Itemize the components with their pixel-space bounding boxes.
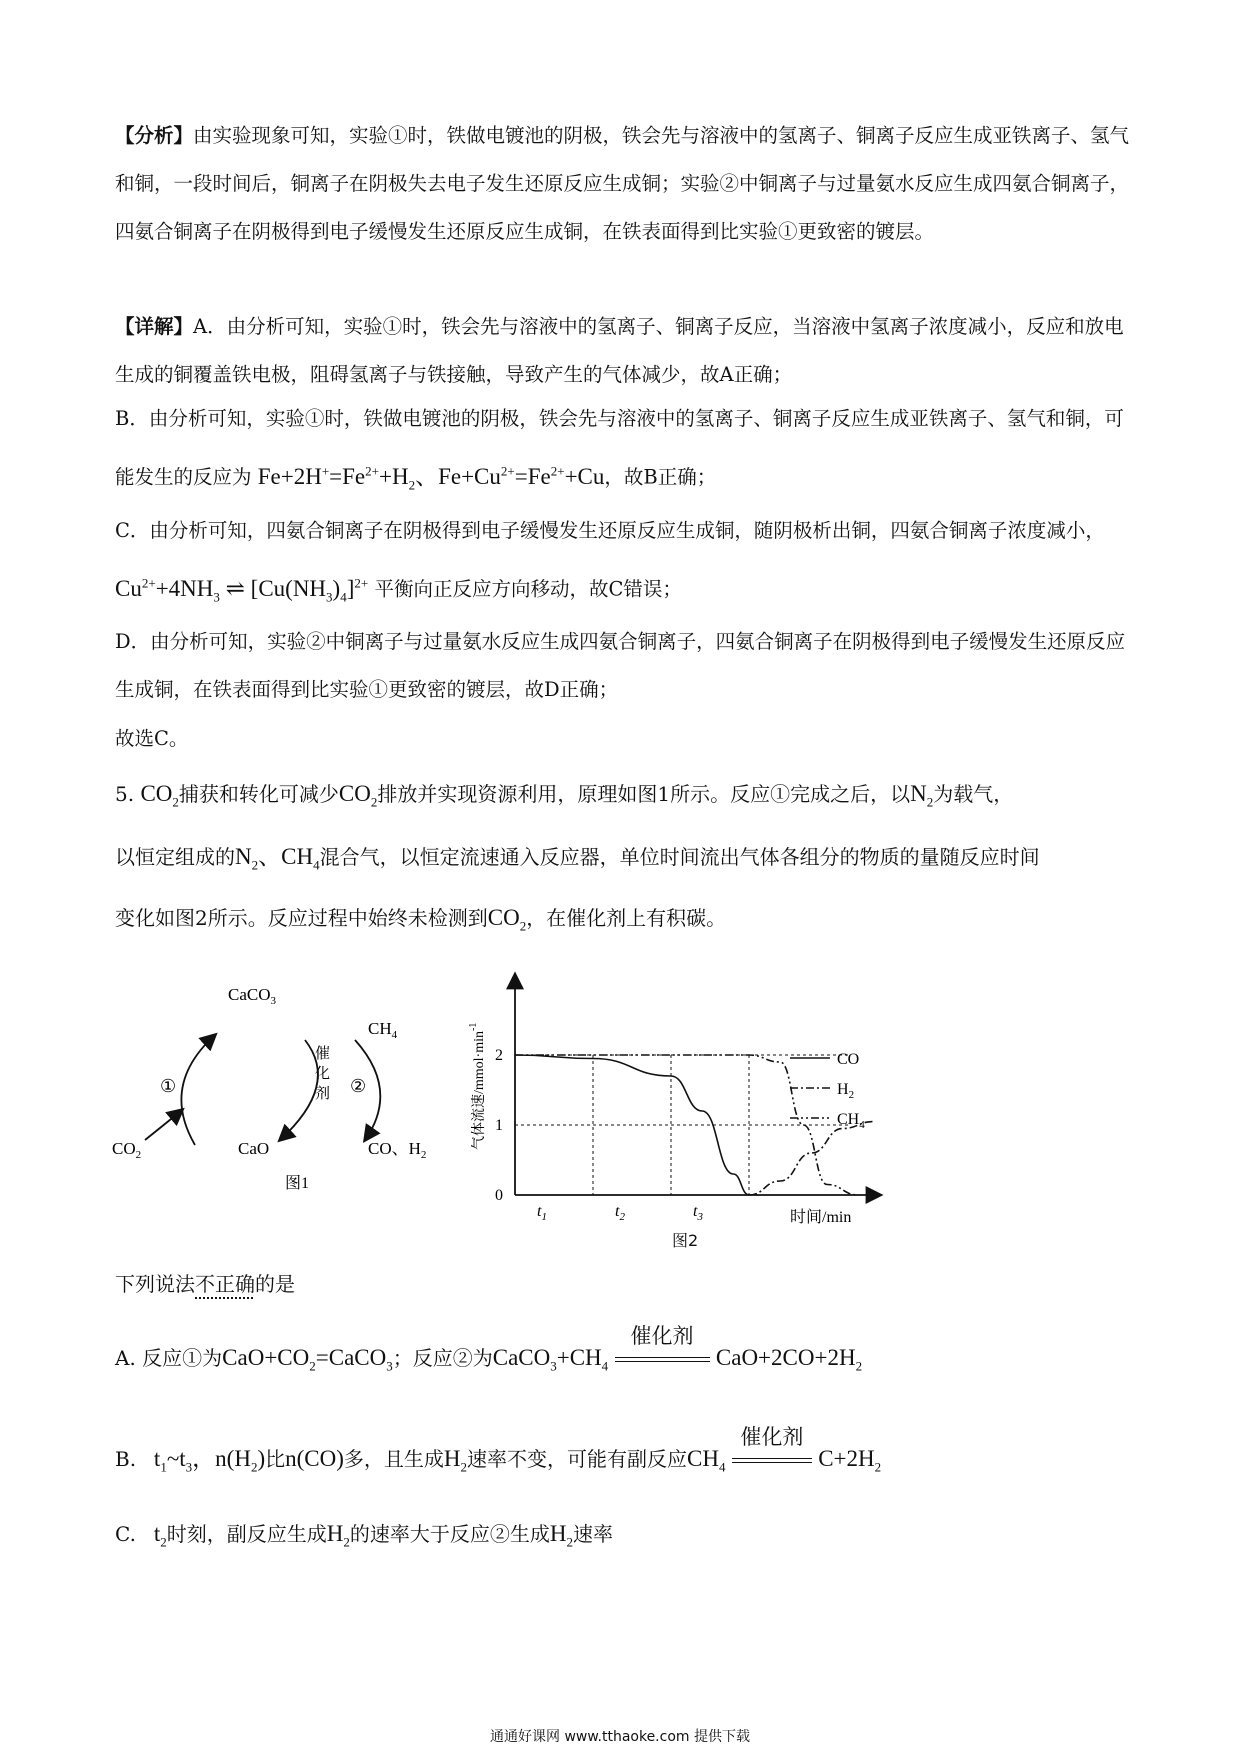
option-c-mid: 时刻，副反应生成 bbox=[166, 1522, 327, 1546]
detail-conclusion: 故选C。 bbox=[115, 727, 189, 750]
fig1-cao: CaO bbox=[238, 1139, 270, 1158]
detail-d-text: D．由分析可知，实验②中铜离子与过量氨水反应生成四氨合铜离子，四氨合铜离子在阴极得到电子缓慢发生还原反应生成铜，在铁表面得到比实验①更致密的镀层，故D正确； bbox=[115, 630, 1126, 701]
q5-prompt-a: 下列说法 bbox=[115, 1272, 195, 1296]
option-a-catalyst: 催化剂 bbox=[630, 1324, 694, 1348]
fig2-ytick-1: 1 bbox=[495, 1117, 503, 1134]
fig1-products: CO、$H_2$ bbox=[368, 1139, 427, 1161]
page-footer: 通通好课网 www.tthaoke.com 提供下载 bbox=[490, 1729, 750, 1745]
q5-prompt-not: 不正确 bbox=[195, 1272, 255, 1296]
series-ch4-line bbox=[515, 1055, 858, 1195]
fig1-catalyst-3: 剂 bbox=[315, 1086, 331, 1102]
q5-text-3a: 变化如图2所示。反应过程中始终未检测到 bbox=[115, 906, 488, 930]
q5-number: 5. bbox=[115, 782, 135, 806]
q5-text-1a: 捕获和转化可减少 bbox=[178, 782, 339, 806]
fig2-xtick-t2: $t_2$ bbox=[615, 1203, 625, 1223]
fig1-caco3: CaCO$_3$ bbox=[228, 985, 276, 1007]
detail-a-text: A．由分析可知，实验①时，铁会先与溶液中的氢离子、铜离子反应，当溶液中氢离子浓度减小，反应和放电生成的铜覆盖铁电极，阻碍氢离子与铁接触，导致产生的气体减少，故A正确； bbox=[115, 315, 1124, 386]
analysis-label: 【分析】 bbox=[115, 124, 194, 147]
analysis-text: 由实验现象可知，实验①时，铁做电镀池的阴极，铁会先与溶液中的氢离子、铜离子反应生成亚铁离子、氢气和铜，一段时间后，铜离子在阴极失去电子发生还原反应生成铜；实验②中铜离子与过量氨水反应生成四氨合铜离子，四氨合铜离子在阴极得到电子缓慢发生还原反应生成铜，在铁表面得到比实验①更致密的镀层。 bbox=[115, 124, 1130, 243]
figure-1 bbox=[100, 985, 460, 1192]
fig2-ytick-0: 0 bbox=[495, 1187, 503, 1204]
detail-c-equilibrium: $Cu^{2+}+4NH_3$ ⇌ $[Cu(NH_3)_4]^{2+}$ bbox=[115, 575, 369, 605]
option-b-mid3: 速率不变，可能有副反应 bbox=[467, 1447, 688, 1471]
option-b-catalyst: 催化剂 bbox=[740, 1425, 804, 1449]
q5-line-3: 变化如图2所示。反应过程中始终未检测到$CO_2$，在催化剂上有积碳。 bbox=[115, 905, 727, 934]
option-b-label: B. bbox=[115, 1447, 137, 1471]
option-b: B. $t_1\sim t_3$，$n(H_2)$比n(CO)多，且生成$H_2$速率不变，可能有副反应$CH_4$ 催化剂 $C+2H_2$ bbox=[115, 1440, 881, 1476]
detail-b-end: ，故B正确； bbox=[604, 465, 717, 489]
option-c: C. $t_2$时刻，副反应生成$H_2$的速率大于反应②生成$H_2$速率 bbox=[115, 1521, 613, 1550]
fig1-caption: 图1 bbox=[285, 1175, 310, 1192]
option-a: A. 反应①为$CaO+CO_2=CaCO_3$；反应②为$CaCO_3+CH_4$ 催化剂 $CaO+2CO+2H_2$ bbox=[115, 1342, 862, 1375]
fig2-xtick-t3: $t_3$ bbox=[693, 1203, 703, 1223]
q5-text-2a: 以恒定组成的 bbox=[115, 845, 235, 869]
detail-b-text: B．由分析可知，实验①时，铁做电镀池的阴极，铁会先与溶液中的氢离子、铜离子反应生成亚铁离子、氢气和铜，可能发生的反应为 bbox=[115, 407, 1124, 489]
detail-c-end: 平衡向正反应方向移动，故C错误； bbox=[374, 577, 682, 601]
analysis-paragraph bbox=[115, 112, 1135, 256]
fig2-xtick-t1: $t_1$ bbox=[537, 1203, 547, 1223]
option-a-mid: ；反应②为 bbox=[392, 1346, 493, 1370]
detail-a-paragraph bbox=[115, 303, 1135, 399]
figure-2-chart bbox=[455, 960, 1015, 1230]
fig1-catalyst-1: 催 bbox=[315, 1046, 331, 1062]
fig2-ytick-2: 2 bbox=[495, 1047, 503, 1064]
q5-text-1b: 排放并实现资源利用，原理如图1所示。反应①完成之后，以 bbox=[377, 782, 911, 806]
legend-ch4-label: $CH_4$ bbox=[837, 1111, 865, 1131]
q5-prompt bbox=[115, 1268, 295, 1297]
series-h2-line bbox=[749, 1122, 874, 1196]
fig1-arrow-co2-in bbox=[145, 1110, 182, 1140]
detail-b-equation: $Fe+2H^+=Fe^{2+}+H_2$、$Fe+Cu^{2+}=Fe^{2+}+Cu$ bbox=[257, 463, 605, 493]
q5-text-3b: ，在催化剂上有积碳。 bbox=[526, 906, 727, 930]
q5-line-1: 5. $CO_2$捕获和转化可减少$CO_2$排放并实现资源利用，原理如图1所示。反应①完成之后，以$N_2$为载气， bbox=[115, 781, 1014, 810]
option-a-label: A. 反应①为 bbox=[115, 1346, 223, 1370]
option-b-mid: 比 bbox=[265, 1447, 286, 1471]
fig1-arrow-left-up bbox=[181, 1035, 215, 1145]
q5-prompt-b: 的是 bbox=[255, 1272, 295, 1296]
fig2-caption-text: 图2 bbox=[672, 1231, 699, 1250]
q5-text-1c: 为载气， bbox=[933, 782, 1014, 806]
detail-d-paragraph bbox=[115, 618, 1135, 714]
option-c-end: 速率 bbox=[572, 1522, 613, 1546]
fig1-reaction-2: ② bbox=[350, 1076, 367, 1096]
option-c-label: C. bbox=[115, 1522, 136, 1546]
legend-co-label: CO bbox=[837, 1051, 860, 1068]
q5-line-2: 以恒定组成的$N_2$、$CH_4$混合气，以恒定流速通入反应器，单位时间流出气体各组分的物质的量随反应时间 bbox=[115, 844, 1040, 873]
option-b-mid2: 多，且生成 bbox=[343, 1447, 444, 1471]
fig1-catalyst-2: 化 bbox=[315, 1066, 331, 1082]
detail-c-paragraph bbox=[115, 505, 1135, 623]
fig1-reaction-1: ① bbox=[160, 1076, 177, 1096]
fig1-co2: $CO_2$ bbox=[112, 1139, 142, 1161]
fig2-ylabel: 气体流速$/mmol\cdot\min^{-1}$ bbox=[468, 1022, 487, 1150]
detail-c-text: C．由分析可知，四氨合铜离子在阴极得到电子缓慢发生还原反应生成铜，随阴极析出铜，四氨合铜离子浓度减小， bbox=[115, 519, 1105, 542]
q5-text-2b: 混合气，以恒定流速通入反应器，单位时间流出气体各组分的物质的量随反应时间 bbox=[319, 845, 1040, 869]
detail-label: 【详解】 bbox=[115, 315, 194, 338]
fig2-xlabel: 时间/min bbox=[790, 1209, 852, 1226]
fig1-arrow-right-down bbox=[280, 1040, 318, 1140]
detail-b-paragraph bbox=[115, 393, 1135, 511]
legend-h2-label: $H_2$ bbox=[837, 1081, 855, 1101]
fig1-ch4: $CH_4$ bbox=[368, 1019, 398, 1041]
option-c-mid2: 的速率大于反应②生成 bbox=[349, 1522, 550, 1546]
